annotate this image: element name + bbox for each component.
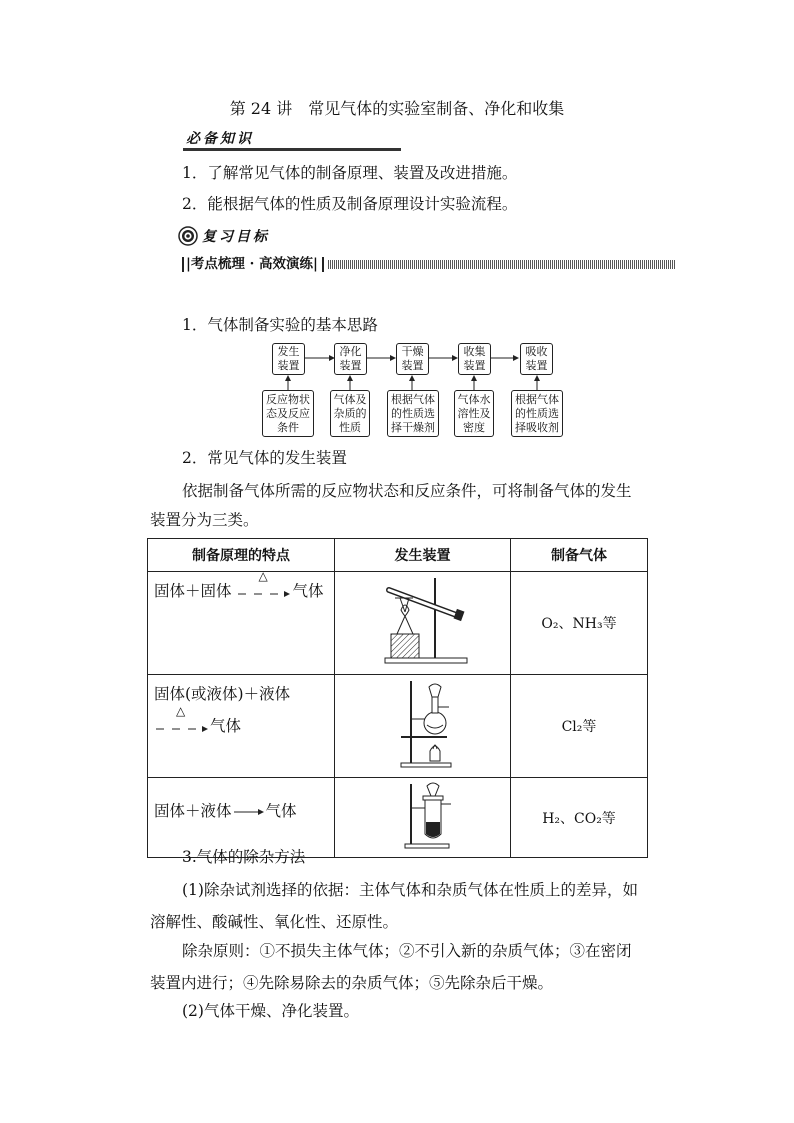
paragraph-impurity-principles: 除杂原则：①不损失主体气体；②不引入新的杂质气体；③在密闭装置内进行；④先除易除去的杂质气体；⑤先除杂后干燥。 bbox=[150, 942, 632, 992]
review-target-label: 复习目标 bbox=[202, 229, 270, 245]
row3-reactants: 固体＋液体 bbox=[154, 802, 232, 820]
row2-apparatus bbox=[335, 675, 511, 778]
row2-principle bbox=[148, 675, 335, 778]
objective-1: 1．了解常见气体的制备原理、装置及改进措施。 bbox=[182, 164, 518, 182]
generation-apparatus-table bbox=[147, 538, 648, 858]
intro-paragraph: 依据制备气体所需的反应物状态和反应条件，可将制备气体的发生装置分为三类。 bbox=[150, 482, 632, 529]
flask-heating-apparatus-icon bbox=[335, 675, 510, 773]
row3-apparatus bbox=[335, 778, 511, 858]
flow-diagram bbox=[262, 340, 572, 440]
flow-step-purification: 净化装置 bbox=[334, 343, 367, 375]
badge-underline bbox=[183, 148, 401, 151]
banner-hatch bbox=[328, 260, 676, 269]
flow-factor-2: 气体及杂质的性质 bbox=[330, 390, 370, 437]
flow-step-collection: 收集装置 bbox=[458, 343, 491, 375]
target-icon bbox=[178, 226, 198, 246]
table-row bbox=[148, 675, 648, 778]
flow-step-drying: 干燥装置 bbox=[396, 343, 429, 375]
test-tube-funnel-apparatus-icon bbox=[335, 778, 510, 853]
row3-product: 气体 bbox=[265, 802, 297, 820]
row1-principle bbox=[148, 569, 335, 675]
heat-symbol: △ bbox=[176, 704, 186, 718]
heat-symbol: △ bbox=[258, 569, 268, 583]
plain-arrow bbox=[232, 805, 266, 819]
review-target-heading bbox=[178, 225, 270, 247]
row2-product: 气体 bbox=[210, 717, 242, 735]
section-1-heading: 1．气体制备实验的基本思路 bbox=[182, 316, 378, 334]
section-banner bbox=[182, 256, 676, 273]
flow-factor-4: 气体水溶性及密度 bbox=[454, 390, 494, 437]
paragraph-drying-devices: (2)气体干燥、净化装置。 bbox=[182, 1002, 359, 1020]
page-title: 第 24 讲 常见气体的实验室制备、净化和收集 bbox=[229, 99, 565, 118]
header-principle: 制备原理的特点 bbox=[148, 539, 335, 572]
flow-step-generation: 发生装置 bbox=[272, 343, 305, 375]
row1-apparatus bbox=[335, 572, 511, 675]
flow-factor-3: 根据气体的性质选择干燥剂 bbox=[387, 390, 439, 437]
paragraph-impurity-basis: (1)除杂试剂选择的依据：主体气体和杂质气体在性质上的差异，如溶解性、酸碱性、氧化性、还原性。 bbox=[150, 881, 638, 931]
heat-arrow bbox=[236, 569, 292, 602]
row1-gas: O₂、NH₃等 bbox=[511, 572, 648, 675]
header-gas: 制备气体 bbox=[511, 539, 648, 572]
row1-reactants: 固体＋固体 bbox=[154, 582, 232, 600]
solid-heating-apparatus-icon bbox=[335, 572, 510, 670]
heat-arrow bbox=[154, 704, 210, 737]
flow-factor-5: 根据气体的性质选择吸收剂 bbox=[511, 390, 563, 437]
header-apparatus: 发生装置 bbox=[335, 539, 511, 572]
section-2-heading: 2．常见气体的发生装置 bbox=[182, 449, 347, 467]
row3-gas: H₂、CO₂等 bbox=[511, 778, 648, 858]
row2-reactants: 固体(或液体)＋液体 bbox=[154, 685, 291, 703]
row2-gas: Cl₂等 bbox=[511, 675, 648, 778]
table-header-row bbox=[148, 539, 648, 572]
table-row bbox=[148, 572, 648, 675]
flow-factor-1: 反应物状态及反应条件 bbox=[262, 390, 314, 437]
banner-label: |考点梳理 · 高效演练| bbox=[182, 257, 324, 272]
row1-product: 气体 bbox=[292, 582, 324, 600]
section-3-heading: 3.气体的除杂方法 bbox=[182, 848, 306, 866]
flow-step-absorption: 吸收装置 bbox=[520, 343, 553, 375]
objective-2: 2．能根据气体的性质及制备原理设计实验流程。 bbox=[182, 195, 518, 213]
essential-knowledge-badge: 必备知识 bbox=[186, 131, 254, 147]
